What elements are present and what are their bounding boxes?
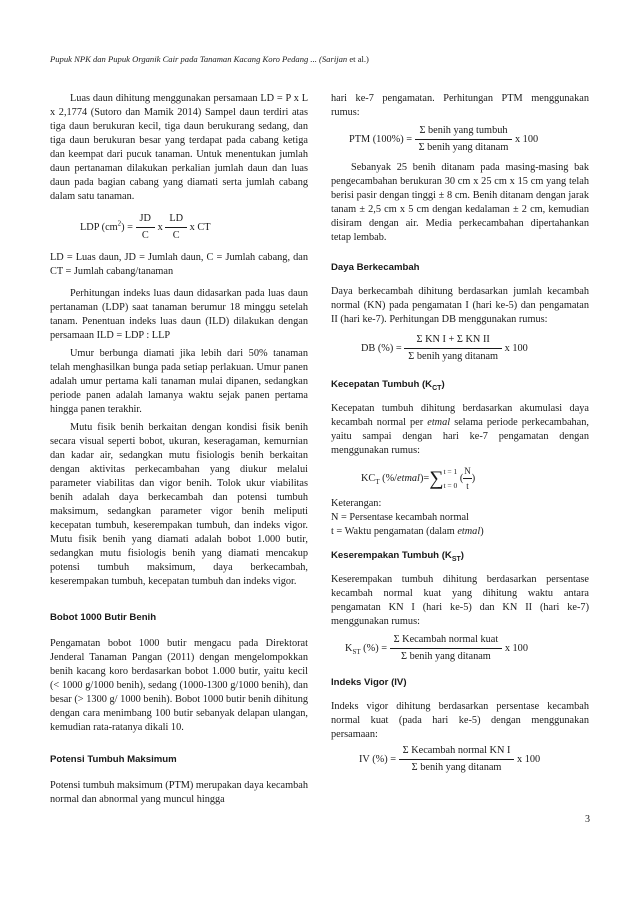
left-column [50, 92, 308, 807]
heading-keserempakan-tumbuh: Keserempakan Tumbuh $(K_{ST})$ [331, 550, 464, 563]
keterangan-t: t = Waktu pengamatan (dalam etmal) [331, 526, 484, 537]
running-header [50, 54, 590, 64]
fraction-ld-c: $\frac{LD}{C}$ [165, 212, 187, 243]
heading-daya-berkecambah: Daya Berkecambah [331, 262, 420, 273]
fraction-n-t: $\frac{N}{t}$ [464, 466, 471, 491]
equation-ptm: PTM (100%) = $\frac{\text{Σ benih yang tumbuh}}{\text{Σ benih yang ditanam}}$ x 100 [349, 125, 539, 153]
sum-symbol: ∑ [429, 467, 444, 490]
keterangan-n: N = Persentase kecambah normal [331, 512, 469, 523]
page-number: 3 [585, 814, 590, 825]
heading-potensi-tumbuh: Potensi Tumbuh Maksimum [50, 754, 177, 765]
paragraph-kecepatan-tumbuh: Kecepatan tumbuh dihitung berdasarkan akumulasi daya kecambah normal per etmal selama periode perkecambahan, yaitu sampai dengan hari ke-7 pengamatan dengan menggunakan rumus: [331, 403, 589, 456]
equation-kst: $K_{ST}$ (%) = $\frac{\text{Σ Kecambah normal kuat}}{\text{Σ benih yang ditanam}}$ x 100 [345, 634, 528, 662]
heading-indeks-vigor: Indeks Vigor (IV) [331, 677, 407, 688]
fraction-kst: $\frac{\text{Σ Kecambah normal kuat}}{\text{Σ benih yang ditanam}}$ [390, 633, 503, 664]
paragraph-potensi-tumbuh: Potensi tumbuh maksimum (PTM) merupakan daya kecambah normal dan abnormal yang muncul hingga [50, 780, 308, 805]
right-column [331, 92, 589, 775]
paragraph-indeks-vigor: Indeks vigor dihitung berdasarkan persentase kecambah normal kuat (pada hari ke-5) dengan menggunakan persamaan: [331, 701, 589, 740]
fraction-iv: $\frac{\text{Σ Kecambah normal KN I}}{\text{Σ benih yang ditanam}}$ [399, 744, 515, 775]
fraction-db: $\frac{\text{Σ KN I + Σ KN II}}{\text{Σ benih yang ditanam}}$ [404, 333, 502, 364]
sum-limits: t = 1 t = 0 [443, 466, 458, 490]
paragraph-umur-berbunga: Umur berbunga diamati jika lebih dari 50% tanaman telah menghasilkan bunga pada setiap perlakuan. Umur panen adalah umur pertama kali tanaman mulai dipanen, sedangkan periode panen adalah lamanya waktu sejak panen pertama hingga panen terakhir. [50, 348, 308, 415]
paragraph-keserempakan-tumbuh: Keserempakan tumbuh dihitung berdasarkan persentase kecambah normal kuat yang dihitung waktu antara pengamatan KN I (hari ke-5) dan KN II (hari ke-7) menggunakan rumus: [331, 574, 589, 627]
heading-bobot-1000: Bobot 1000 Butir Benih [50, 612, 157, 623]
paragraph-ild: Perhitungan indeks luas daun didasarkan pada luas daun pertanaman (LDP) saat tanaman berumur 18 minggu setelah tanam. Penentuan indeks luas daun (ILD) dilakukan dengan persamaan ILD = LDP : LLP [50, 288, 308, 341]
equation-iv: IV (%) = $\frac{\text{Σ Kecambah normal KN I}}{\text{Σ benih yang ditanam}}$ x 100 [359, 745, 541, 773]
equation-ldp: LDP $(cm^2)$ = $\frac{JD}{C}$ x $\frac{LD}{C}$ x CT [80, 213, 211, 241]
running-title-authors: et al.) [347, 54, 369, 64]
paragraph-ptm-cont: hari ke-7 pengamatan. Perhitungan PTM menggunakan rumus: [331, 93, 589, 118]
paragraph-mutu-fisik: Mutu fisik benih berkaitan dengan kondisi fisik benih secara visual seperti bobot, ukuran, keseragaman, kemurnian dan kadar air, sedangkan mutu fisiologis benih berkaitan dengan aktivitas perkecambahan yang diukur melalui parameter viabilitas dan vigor benih. Tolok ukur viabilitas benih adalah daya berkecambah dan potensi tumbuh maksimum, sedangkan parameter vigor benih meliputi kecepatan tumbuh, keserempakan tumbuh, dan indeks vigor. Mutu fisik benih yang diamati adalah bobot 1.000 butir, sedangkan mutu fisiologis benih yang diamati mencakup potensi tumbuh maksimum, daya berkecambah, keserempakan tumbuh, kecepatan tumbuh dan indeks vigor. [50, 422, 308, 587]
equation-db: DB (%) = $\frac{\text{Σ KN I + Σ KN II}}{\text{Σ benih yang ditanam}}$ x 100 [361, 334, 528, 362]
heading-kecepatan-tumbuh: Kecepatan Tumbuh $(K_{CT})$ [331, 379, 445, 392]
paragraph-bak-pengecambahan: Sebanyak 25 benih ditanam pada masing-masing bak pengecambahan berukuran 30 cm x 25 cm x 15 cm yang telah berisi pasir dengan tinggi ± 8 cm. Benih ditanam dengan jarak tanam ± 2,5 cm x 5 cm dengan kedalaman ± 2 cm, kemudian disiram dengan air. Media perkecambahan dipertahankan tetap lembab. [331, 162, 589, 243]
keterangan-label: Keterangan: [331, 498, 382, 509]
fraction-jd-c: $\frac{JD}{C}$ [136, 212, 155, 243]
equation-kct: $KC_T$ (%/etmal)=∑ t = 1 t = 0 ( $\frac{N}{t}$ ) [361, 466, 476, 491]
paragraph-luas-daun: Luas daun dihitung menggunakan persamaan LD = P x L x 2,1774 (Sutoro dan Mamik 2014) Sampel daun terdiri atas tiga daun berukuran kecil, tiga daun berukurang sedang, dan tiga daun berukuran besar yang terdapat pada cabang ketiga dan keempat dari pucuk tanaman. Untuk menentukan jumlah daun pertanaman dilakukan perkalian jumlah daun dan luas daun pada bagian cabang yang diamati serta jumlah cabang dalam satu tanaman. [50, 93, 308, 202]
fraction-ptm: $\frac{\text{Σ benih yang tumbuh}}{\text{Σ benih yang ditanam}}$ [415, 124, 513, 155]
running-title: Pupuk NPK dan Pupuk Organik Cair pada Tanaman Kacang Koro Pedang ... (Sarijan [50, 54, 348, 64]
paragraph-bobot-1000: Pengamatan bobot 1000 butir mengacu pada Direktorat Jenderal Tanaman Pangan (2011) dengan mengelompokkan benih kacang koro berdasarkan bobot 1.000 butir, yaitu kecil (< 1000 g/1000 benih), sedang (1000-1300 g/1000 benih), dan besar (> 1300 g/ 1000 benih). Bobot 1000 butir benih dihitung dengan cara menimbang 100 butir sebanyak delapan ulangan, kemudian rata-ratanya dikali 10. [50, 638, 308, 733]
paragraph-daya-berkecambah: Daya berkecambah dihitung berdasarkan jumlah kecambah normal (KN) pada pengamatan I (hari ke-5) dan pengamatan II (hari ke-7). Perhitungan DB menggunakan rumus: [331, 286, 589, 325]
legend-ldp: LD = Luas daun, JD = Jumlah daun, C = Jumlah cabang, dan CT = Jumlah cabang/tanaman [50, 252, 308, 277]
